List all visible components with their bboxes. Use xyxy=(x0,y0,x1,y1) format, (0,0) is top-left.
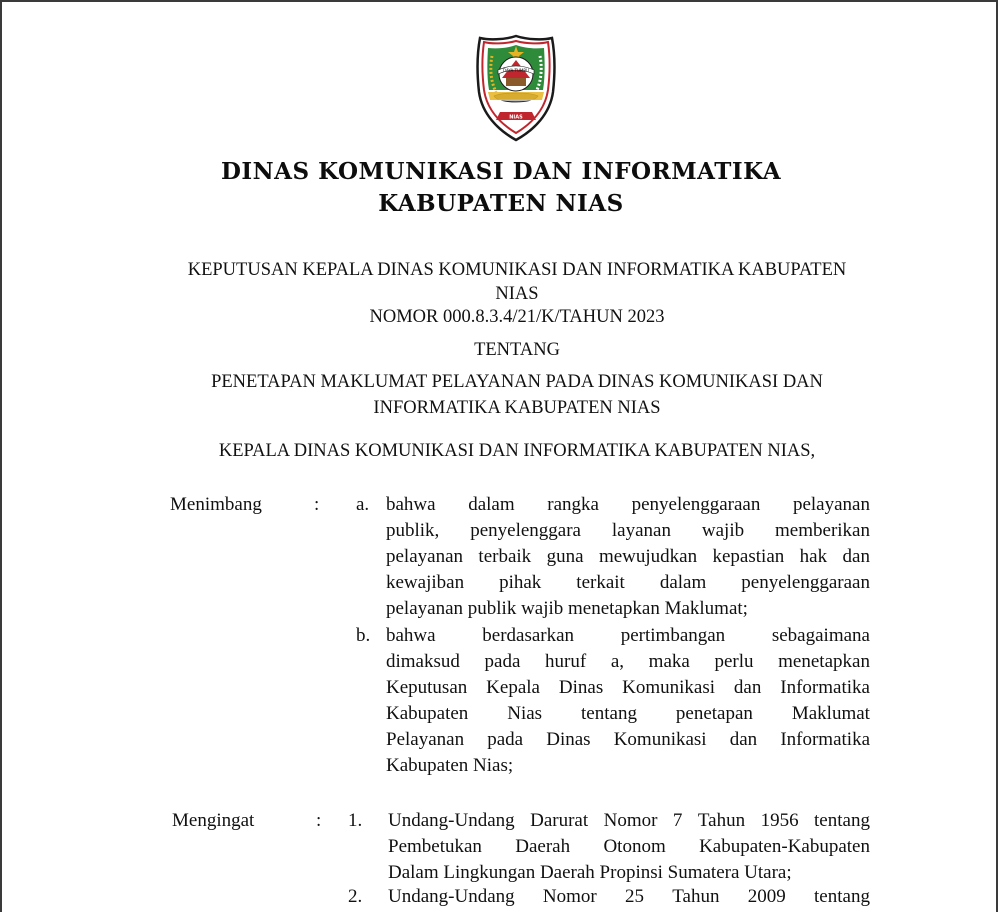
word: mewujudkan xyxy=(598,546,698,567)
word: wajib xyxy=(701,520,745,541)
word: Kabupaten xyxy=(386,703,469,724)
word: penyelenggaraan xyxy=(631,494,761,515)
menimbang-b-line-4 xyxy=(386,701,870,727)
word: dan xyxy=(733,677,762,698)
word: Pelayanan xyxy=(386,729,465,750)
word: Nomor xyxy=(542,886,597,907)
word: dalam xyxy=(468,494,515,515)
word: a, xyxy=(610,651,625,672)
word: Undang-Undang xyxy=(388,810,515,831)
word: kepastian xyxy=(712,546,785,567)
decision-title-line-2: NIAS xyxy=(495,284,539,304)
svg-text:DAYA TUMBU: DAYA TUMBU xyxy=(502,68,530,73)
mengingat-item-2 xyxy=(388,884,870,910)
word: bahwa xyxy=(386,625,436,646)
word: guna xyxy=(546,546,584,567)
menimbang-b-line-6: Kabupaten Nias; xyxy=(386,755,514,776)
word: menetapkan xyxy=(778,651,870,672)
word: Daerah xyxy=(515,836,571,857)
word: penyelenggara xyxy=(470,520,581,541)
word: pada xyxy=(487,729,524,750)
menimbang-item-b xyxy=(386,623,870,779)
svg-text:NIAS: NIAS xyxy=(509,114,523,121)
word: pertimbangan xyxy=(620,625,726,646)
word: publik, xyxy=(386,520,440,541)
decision-number: NOMOR 000.8.3.4/21/K/TAHUN 2023 xyxy=(369,307,665,327)
word: pada xyxy=(484,651,521,672)
word: hak xyxy=(799,546,828,567)
word: terkait xyxy=(576,572,625,593)
word: Nias xyxy=(507,703,543,724)
mengingat-item-2-marker: 2. xyxy=(348,886,363,907)
menimbang-a-line-5: pelayanan publik wajib menetapkan Maklumat; xyxy=(386,598,748,619)
word: pihak xyxy=(499,572,542,593)
word: Otonom xyxy=(603,836,666,857)
decision-subject-line-2: INFORMATIKA KABUPATEN NIAS xyxy=(373,398,661,418)
word: pelayanan xyxy=(792,494,870,515)
word: tentang xyxy=(814,810,870,831)
word: penyelenggaraan xyxy=(741,572,870,593)
word: memberikan xyxy=(775,520,870,541)
word: terbaik xyxy=(478,546,532,567)
word: Komunikasi xyxy=(622,677,716,698)
menimbang-a-line-3 xyxy=(386,544,870,570)
menimbang-label: Menimbang xyxy=(170,494,262,515)
mengingat-2-line-1 xyxy=(388,884,870,910)
menimbang-item-a xyxy=(386,492,870,622)
word: Dinas xyxy=(546,729,591,750)
word: Kepala xyxy=(486,677,540,698)
word: huruf xyxy=(545,651,587,672)
word: penetapan xyxy=(675,703,753,724)
agency-name-line-2: KABUPATEN NIAS xyxy=(378,190,624,217)
word: Keputusan xyxy=(386,677,468,698)
menimbang-item-b-marker: b. xyxy=(356,625,371,646)
word: tentang xyxy=(581,703,637,724)
menimbang-a-line-1 xyxy=(386,492,870,518)
word: Pembetukan xyxy=(388,836,482,857)
mengingat-1-line-1 xyxy=(388,808,870,834)
menimbang-b-line-5 xyxy=(386,727,870,753)
decision-about: TENTANG xyxy=(474,340,560,360)
word: dan xyxy=(729,729,758,750)
word: perlu xyxy=(714,651,754,672)
word: Kabupaten-Kabupaten xyxy=(699,836,870,857)
word: Maklumat xyxy=(791,703,870,724)
menimbang-b-line-2 xyxy=(386,649,870,675)
word: 7 xyxy=(672,810,683,831)
word: Dinas xyxy=(558,677,604,698)
mengingat-1-line-3: Dalam Lingkungan Daerah Propinsi Sumatera Utara; xyxy=(388,862,792,883)
word: Komunikasi xyxy=(613,729,707,750)
word: Informatika xyxy=(780,729,870,750)
word: Tahun xyxy=(697,810,746,831)
word: Darurat xyxy=(530,810,589,831)
word: pelayanan xyxy=(386,546,464,567)
agency-name-line-1: DINAS KOMUNIKASI DAN INFORMATIKA xyxy=(220,158,782,185)
word: dimaksud xyxy=(386,651,460,672)
menimbang-a-line-2 xyxy=(386,518,870,544)
word: rangka xyxy=(547,494,599,515)
word: Nomor xyxy=(603,810,658,831)
decision-subject-line-1: PENETAPAN MAKLUMAT PELAYANAN PADA DINAS KOMUNIKASI DAN xyxy=(211,372,823,392)
word: dalam xyxy=(659,572,707,593)
word: Tahun xyxy=(672,886,720,907)
word: layanan xyxy=(611,520,671,541)
word: Informatika xyxy=(780,677,870,698)
decision-title-line-1: KEPUTUSAN KEPALA DINAS KOMUNIKASI DAN INFORMATIKA KABUPATEN xyxy=(187,260,847,280)
decision-issuer: KEPALA DINAS KOMUNIKASI DAN INFORMATIKA KABUPATEN NIAS, xyxy=(218,441,816,461)
word: 25 xyxy=(625,886,644,907)
word: dan xyxy=(842,546,870,567)
menimbang-a-line-4 xyxy=(386,570,870,596)
mengingat-label: Mengingat xyxy=(172,810,255,831)
word: sebagaimana xyxy=(771,625,870,646)
word: berdasarkan xyxy=(482,625,575,646)
word: 1956 xyxy=(760,810,799,831)
menimbang-b-line-1 xyxy=(386,623,870,649)
word: kewajiban xyxy=(386,572,465,593)
mengingat-item-1 xyxy=(388,808,870,886)
menimbang-colon: : xyxy=(314,494,320,515)
word: Undang-Undang xyxy=(388,886,515,907)
mengingat-colon: : xyxy=(316,810,322,831)
regency-emblem-icon xyxy=(474,34,558,142)
word: 2009 xyxy=(747,886,786,907)
mengingat-1-line-2 xyxy=(388,834,870,860)
mengingat-item-1-marker: 1. xyxy=(348,810,363,831)
word: bahwa xyxy=(386,494,436,515)
word: maka xyxy=(648,651,690,672)
word: tentang xyxy=(814,886,870,907)
menimbang-item-a-marker: a. xyxy=(356,494,370,515)
menimbang-b-line-3 xyxy=(386,675,870,701)
